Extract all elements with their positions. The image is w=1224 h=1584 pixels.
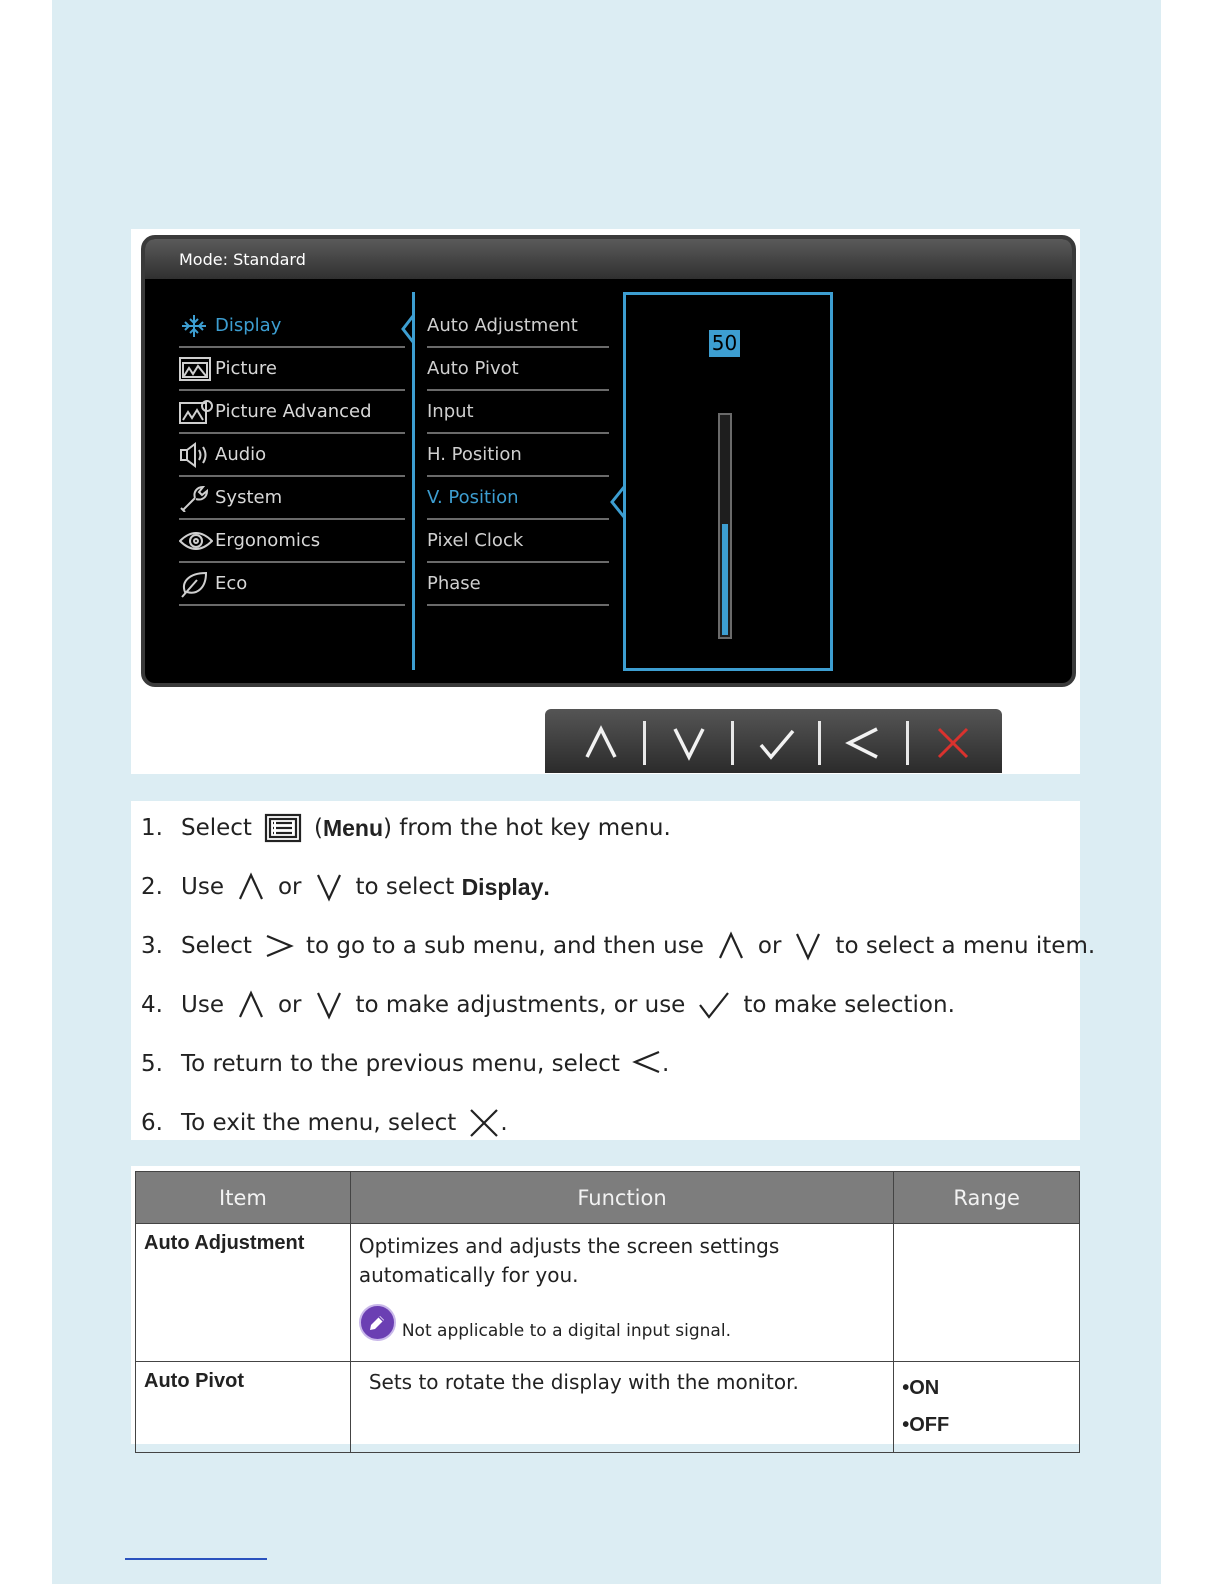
control-separator (643, 721, 646, 765)
instruction-steps (131, 801, 1096, 1140)
back-icon (632, 1049, 662, 1079)
sub-item-h-position[interactable]: H. Position (427, 434, 609, 477)
submenu-pointer-icon (610, 486, 626, 518)
osd-window (141, 235, 1076, 687)
menu-item-eco[interactable] (179, 563, 405, 606)
display-icon (179, 312, 215, 340)
display-settings-table (135, 1171, 1080, 1453)
cell-item: Auto Adjustment (136, 1224, 351, 1362)
down-arrow-icon (314, 990, 344, 1020)
column-header-function: Function (350, 1172, 893, 1224)
value-readout: 50 (709, 330, 740, 357)
menu-item-label: Picture Advanced (215, 401, 372, 422)
step-6: 6. To exit the menu, select . (141, 1110, 508, 1136)
range-option-on: •ON (902, 1377, 940, 1399)
hotkey-control-bar (545, 709, 1002, 773)
menu-item-system[interactable] (179, 477, 405, 520)
menu-item-ergonomics[interactable] (179, 520, 405, 563)
main-menu (179, 305, 405, 606)
value-slider[interactable] (718, 413, 732, 639)
close-icon (468, 1108, 500, 1138)
menu-item-picture[interactable] (179, 348, 405, 391)
menu-pointer-icon (401, 315, 415, 343)
up-arrow-icon (236, 872, 266, 902)
forward-icon (264, 931, 294, 961)
menu-item-label: Picture (215, 358, 277, 379)
cell-range (894, 1362, 1080, 1453)
function-text: Sets to rotate the display with the monitor. (368, 1370, 799, 1394)
function-text: Optimizes and adjusts the screen settings automatically for you. (358, 1234, 780, 1287)
menu-item-display[interactable] (179, 305, 405, 348)
leaf-icon (179, 570, 215, 598)
up-arrow-icon[interactable] (581, 723, 621, 763)
picture-icon (179, 355, 215, 383)
menu-icon (264, 813, 302, 843)
cell-function (350, 1362, 893, 1453)
step-2: 2. Use or to select Display . (141, 873, 550, 900)
cell-function (350, 1224, 893, 1362)
menu-item-label: Display (215, 315, 282, 336)
down-arrow-icon (793, 931, 823, 961)
column-header-range: Range (894, 1172, 1080, 1224)
menu-item-label: System (215, 487, 283, 508)
table-row (136, 1362, 1080, 1453)
sub-item-pixel-clock[interactable]: Pixel Clock (427, 520, 609, 563)
note-text: Not applicable to a digital input signal. (401, 1321, 731, 1341)
step-4: 4. Use or to make adjustments, or use to make selection. (141, 992, 955, 1018)
menu-item-label: Audio (215, 444, 267, 465)
check-icon (697, 990, 731, 1020)
sub-item-input[interactable]: Input (427, 391, 609, 434)
pencil-note-icon (359, 1304, 396, 1341)
control-separator (731, 721, 734, 765)
range-option-off: •OFF (902, 1414, 950, 1436)
close-icon[interactable] (933, 723, 973, 763)
note (359, 1304, 885, 1341)
menu-item-label: Ergonomics (215, 530, 321, 551)
control-separator (818, 721, 821, 765)
wrench-icon (179, 484, 215, 512)
picture-advanced-icon (179, 398, 215, 426)
sub-menu (427, 305, 609, 606)
up-arrow-icon (716, 931, 746, 961)
down-arrow-icon[interactable] (669, 723, 709, 763)
table-row (136, 1224, 1080, 1362)
menu-item-label: Eco (215, 573, 248, 594)
value-panel (623, 292, 833, 671)
sub-item-auto-adjustment[interactable]: Auto Adjustment (427, 305, 609, 348)
control-separator (906, 721, 909, 765)
eye-icon (179, 527, 215, 555)
sub-item-phase[interactable]: Phase (427, 563, 609, 606)
step-5: 5. To return to the previous menu, select . (141, 1051, 670, 1077)
cell-range (894, 1224, 1080, 1362)
menu-divider (412, 292, 415, 670)
check-icon[interactable] (757, 723, 797, 763)
audio-icon (179, 441, 215, 469)
step-1: 1. Select ( Menu ) from the hot key menu. (141, 814, 671, 841)
back-icon[interactable] (843, 723, 883, 763)
menu-item-picture-advanced[interactable] (179, 391, 405, 434)
menu-item-audio[interactable] (179, 434, 405, 477)
table-header-row (136, 1172, 1080, 1224)
down-arrow-icon (314, 872, 344, 902)
osd-mode-label: Mode: Standard (145, 239, 1072, 279)
step-3: 3. Select to go to a sub menu, and then use or to select a menu item. (141, 933, 1096, 959)
cell-item: Auto Pivot (136, 1362, 351, 1453)
sub-item-v-position[interactable]: V. Position (427, 477, 609, 520)
sub-item-auto-pivot[interactable]: Auto Pivot (427, 348, 609, 391)
up-arrow-icon (236, 990, 266, 1020)
slider-fill (722, 524, 728, 635)
footer-link-underline (125, 1558, 267, 1560)
column-header-item: Item (136, 1172, 351, 1224)
